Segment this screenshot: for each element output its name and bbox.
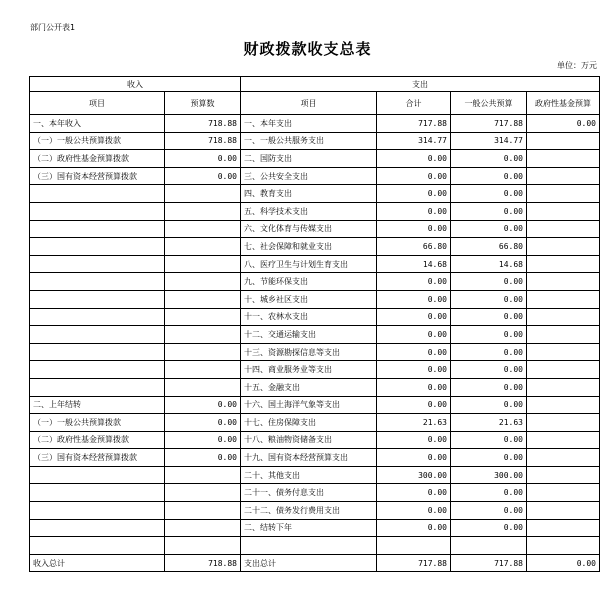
- income-amount-cell: [165, 202, 241, 220]
- expense-total-cell: 314.77: [377, 132, 451, 150]
- table-row: [30, 396, 600, 414]
- table-row: [30, 343, 600, 361]
- table-row: [30, 273, 600, 291]
- expense-item-cell: 十八、粮油物资储备支出: [241, 431, 377, 449]
- income-item-cell: [30, 290, 165, 308]
- expense-gov-fund-cell: [527, 343, 600, 361]
- income-item-cell: [30, 519, 165, 537]
- table-row: [30, 484, 600, 502]
- table-row: [30, 255, 600, 273]
- expense-item-cell: 十二、交通运输支出: [241, 326, 377, 344]
- expense-total-cell: 717.88: [377, 115, 451, 133]
- column-header-row: [30, 92, 600, 115]
- income-amount-cell: [165, 519, 241, 537]
- table-row: [30, 466, 600, 484]
- expense-total-cell: 0.00: [377, 326, 451, 344]
- table-row: [30, 308, 600, 326]
- expense-gov-fund-cell: [527, 466, 600, 484]
- expense-total-cell: 0.00: [377, 343, 451, 361]
- table-row: [30, 202, 600, 220]
- expense-general-budget-cell: 717.88: [451, 115, 527, 133]
- expense-general-budget-cell: 0.00: [451, 449, 527, 467]
- expense-item-cell: 二、结转下年: [241, 519, 377, 537]
- income-item-cell: （三）国有资本经营预算拨款: [30, 449, 165, 467]
- income-amount-cell: [165, 361, 241, 379]
- table-row: [30, 115, 600, 133]
- expense-gov-fund-cell: 0.00: [527, 115, 600, 133]
- income-amount-cell: [165, 255, 241, 273]
- expense-item-cell: 七、社会保障和就业支出: [241, 238, 377, 256]
- income-amount-cell: [165, 378, 241, 396]
- expense-total-cell: 300.00: [377, 466, 451, 484]
- expense-item-cell: 五、科学技术支出: [241, 202, 377, 220]
- expense-general-budget-cell: 0.00: [451, 185, 527, 203]
- expense-gov-fund-cell: [527, 290, 600, 308]
- income-amount-cell: [165, 502, 241, 520]
- expense-item-cell: 六、文化体育与传媒支出: [241, 220, 377, 238]
- expense-total-cell: 0.00: [377, 273, 451, 291]
- income-amount-cell: [165, 326, 241, 344]
- expense-gov-fund-cell: [527, 502, 600, 520]
- income-amount-cell: [165, 290, 241, 308]
- expense-item-header: 项目: [241, 92, 377, 115]
- expense-gov-fund-cell: [527, 396, 600, 414]
- income-item-cell: [30, 378, 165, 396]
- expense-item-cell: 十九、国有资本经营预算支出: [241, 449, 377, 467]
- expense-gov-fund-cell: [527, 431, 600, 449]
- expense-item-cell: 二、国防支出: [241, 150, 377, 168]
- income-item-cell: [30, 202, 165, 220]
- expense-total-cell: [377, 537, 451, 555]
- income-item-cell: （一）一般公共预算拨款: [30, 132, 165, 150]
- expense-general-budget-cell: 0.00: [451, 326, 527, 344]
- income-total-label: 收入总计: [30, 554, 165, 572]
- income-item-cell: [30, 502, 165, 520]
- expense-gov-fund-cell: [527, 273, 600, 291]
- expense-item-cell: 四、教育支出: [241, 185, 377, 203]
- income-item-cell: [30, 308, 165, 326]
- expense-gov-fund-cell: [527, 449, 600, 467]
- income-item-cell: [30, 273, 165, 291]
- income-amount-cell: [165, 220, 241, 238]
- expense-total-amount: 717.88: [377, 554, 451, 572]
- expense-total-cell: 0.00: [377, 449, 451, 467]
- total-header: 合计: [377, 92, 451, 115]
- expense-gov-fund-cell: [527, 326, 600, 344]
- expense-gov-fund-cell: [527, 378, 600, 396]
- expense-gov-fund-cell: [527, 238, 600, 256]
- table-row: [30, 132, 600, 150]
- budget-amount-header: 预算数: [165, 92, 241, 115]
- expense-gov-fund-cell: [527, 185, 600, 203]
- expense-general-budget-cell: 0.00: [451, 202, 527, 220]
- income-amount-cell: 718.88: [165, 115, 241, 133]
- income-amount-cell: 0.00: [165, 431, 241, 449]
- income-item-cell: [30, 326, 165, 344]
- expense-total-cell: 0.00: [377, 519, 451, 537]
- income-item-cell: [30, 185, 165, 203]
- expense-total-general: 717.88: [451, 554, 527, 572]
- expense-total-cell: 0.00: [377, 150, 451, 168]
- expense-gov-fund-cell: [527, 132, 600, 150]
- table-row: [30, 167, 600, 185]
- income-item-cell: [30, 466, 165, 484]
- unit-label: 单位：万元: [557, 61, 597, 70]
- table-row: [30, 449, 600, 467]
- expense-item-cell: 二十、其他支出: [241, 466, 377, 484]
- income-amount-cell: [165, 484, 241, 502]
- income-item-cell: [30, 484, 165, 502]
- expense-item-cell: 三、公共安全支出: [241, 167, 377, 185]
- expense-item-cell: 一、本年支出: [241, 115, 377, 133]
- income-item-cell: [30, 343, 165, 361]
- expense-total-cell: 0.00: [377, 396, 451, 414]
- expense-general-budget-cell: 300.00: [451, 466, 527, 484]
- table-row: [30, 519, 600, 537]
- expense-gov-fund-cell: [527, 519, 600, 537]
- expense-item-cell: 一、一般公共服务支出: [241, 132, 377, 150]
- income-item-cell: （二）政府性基金预算拨款: [30, 150, 165, 168]
- expense-total-cell: 21.63: [377, 414, 451, 432]
- page-title: 财政拨款收支总表: [243, 40, 372, 58]
- expense-gov-fund-cell: [527, 202, 600, 220]
- expense-item-cell: 十、城乡社区支出: [241, 290, 377, 308]
- income-item-cell: [30, 255, 165, 273]
- income-item-cell: 二、上年结转: [30, 396, 165, 414]
- expense-general-budget-cell: 0.00: [451, 484, 527, 502]
- expense-gov-fund-cell: [527, 414, 600, 432]
- table-row: [30, 150, 600, 168]
- table-row: [30, 378, 600, 396]
- expense-gov-fund-cell: [527, 537, 600, 555]
- income-amount-cell: 718.88: [165, 132, 241, 150]
- expense-general-budget-cell: 0.00: [451, 167, 527, 185]
- income-amount-cell: [165, 537, 241, 555]
- table-row: [30, 537, 600, 555]
- income-item-cell: [30, 361, 165, 379]
- budget-table: [29, 76, 600, 572]
- table-row: [30, 238, 600, 256]
- income-item-cell: （一）一般公共预算拨款: [30, 414, 165, 432]
- expense-item-cell: 十七、住房保障支出: [241, 414, 377, 432]
- income-amount-cell: 0.00: [165, 414, 241, 432]
- income-amount-cell: [165, 466, 241, 484]
- expense-general-budget-cell: 0.00: [451, 220, 527, 238]
- expense-total-fund: 0.00: [527, 554, 600, 572]
- expense-general-budget-cell: 0.00: [451, 378, 527, 396]
- income-item-cell: [30, 220, 165, 238]
- general-budget-header: 一般公共预算: [451, 92, 527, 115]
- table-row: [30, 290, 600, 308]
- expense-total-label: 支出总计: [241, 554, 377, 572]
- income-item-header: 项目: [30, 92, 165, 115]
- expense-item-cell: 八、医疗卫生与计划生育支出: [241, 255, 377, 273]
- expense-item-cell: 二十二、债务发行费用支出: [241, 502, 377, 520]
- income-item-cell: [30, 537, 165, 555]
- expense-general-budget-cell: 66.80: [451, 238, 527, 256]
- total-row: [30, 554, 600, 572]
- expense-total-cell: 0.00: [377, 378, 451, 396]
- income-amount-cell: [165, 343, 241, 361]
- table-row: [30, 414, 600, 432]
- expense-general-budget-cell: 0.00: [451, 431, 527, 449]
- expense-gov-fund-cell: [527, 255, 600, 273]
- expense-general-budget-cell: [451, 537, 527, 555]
- income-amount-cell: 0.00: [165, 150, 241, 168]
- expense-item-cell: 二十一、债务付息支出: [241, 484, 377, 502]
- expense-group-header: 支出: [241, 77, 600, 92]
- expense-general-budget-cell: 0.00: [451, 396, 527, 414]
- expense-item-cell: [241, 537, 377, 555]
- expense-item-cell: 九、节能环保支出: [241, 273, 377, 291]
- table-row: [30, 502, 600, 520]
- expense-general-budget-cell: 21.63: [451, 414, 527, 432]
- expense-gov-fund-cell: [527, 220, 600, 238]
- table-row: [30, 185, 600, 203]
- table-row: [30, 431, 600, 449]
- expense-total-cell: 0.00: [377, 308, 451, 326]
- income-amount-cell: 0.00: [165, 396, 241, 414]
- expense-general-budget-cell: 0.00: [451, 273, 527, 291]
- expense-item-cell: 十四、商业服务业等支出: [241, 361, 377, 379]
- expense-total-cell: 0.00: [377, 502, 451, 520]
- expense-general-budget-cell: 0.00: [451, 290, 527, 308]
- expense-total-cell: 0.00: [377, 361, 451, 379]
- expense-gov-fund-cell: [527, 167, 600, 185]
- expense-item-cell: 十五、金融支出: [241, 378, 377, 396]
- gov-fund-header: 政府性基金预算: [527, 92, 600, 115]
- income-amount-cell: [165, 308, 241, 326]
- income-amount-cell: [165, 238, 241, 256]
- income-total-amount: 718.88: [165, 554, 241, 572]
- expense-item-cell: 十一、农林水支出: [241, 308, 377, 326]
- expense-gov-fund-cell: [527, 150, 600, 168]
- expense-general-budget-cell: 0.00: [451, 361, 527, 379]
- group-header-row: [30, 77, 600, 92]
- expense-general-budget-cell: 0.00: [451, 308, 527, 326]
- income-item-cell: （三）国有资本经营预算拨款: [30, 167, 165, 185]
- expense-general-budget-cell: 0.00: [451, 519, 527, 537]
- expense-general-budget-cell: 314.77: [451, 132, 527, 150]
- expense-total-cell: 0.00: [377, 167, 451, 185]
- expense-gov-fund-cell: [527, 484, 600, 502]
- expense-gov-fund-cell: [527, 361, 600, 379]
- income-amount-cell: [165, 273, 241, 291]
- expense-total-cell: 0.00: [377, 220, 451, 238]
- expense-general-budget-cell: 14.68: [451, 255, 527, 273]
- table-body: [30, 115, 600, 555]
- income-group-header: 收入: [30, 77, 241, 92]
- income-amount-cell: [165, 185, 241, 203]
- table-row: [30, 326, 600, 344]
- income-amount-cell: 0.00: [165, 449, 241, 467]
- expense-total-cell: 0.00: [377, 202, 451, 220]
- expense-total-cell: 0.00: [377, 290, 451, 308]
- income-item-cell: [30, 238, 165, 256]
- expense-total-cell: 0.00: [377, 484, 451, 502]
- table-row: [30, 220, 600, 238]
- expense-total-cell: 66.80: [377, 238, 451, 256]
- income-item-cell: 一、本年收入: [30, 115, 165, 133]
- expense-general-budget-cell: 0.00: [451, 502, 527, 520]
- document-label: 部门公开表1: [30, 23, 76, 32]
- income-amount-cell: 0.00: [165, 167, 241, 185]
- expense-total-cell: 0.00: [377, 185, 451, 203]
- expense-general-budget-cell: 0.00: [451, 343, 527, 361]
- income-item-cell: （二）政府性基金预算拨款: [30, 431, 165, 449]
- expense-item-cell: 十六、国土海洋气象等支出: [241, 396, 377, 414]
- expense-item-cell: 十三、资源勘探信息等支出: [241, 343, 377, 361]
- expense-gov-fund-cell: [527, 308, 600, 326]
- expense-total-cell: 14.68: [377, 255, 451, 273]
- expense-total-cell: 0.00: [377, 431, 451, 449]
- expense-general-budget-cell: 0.00: [451, 150, 527, 168]
- table-row: [30, 361, 600, 379]
